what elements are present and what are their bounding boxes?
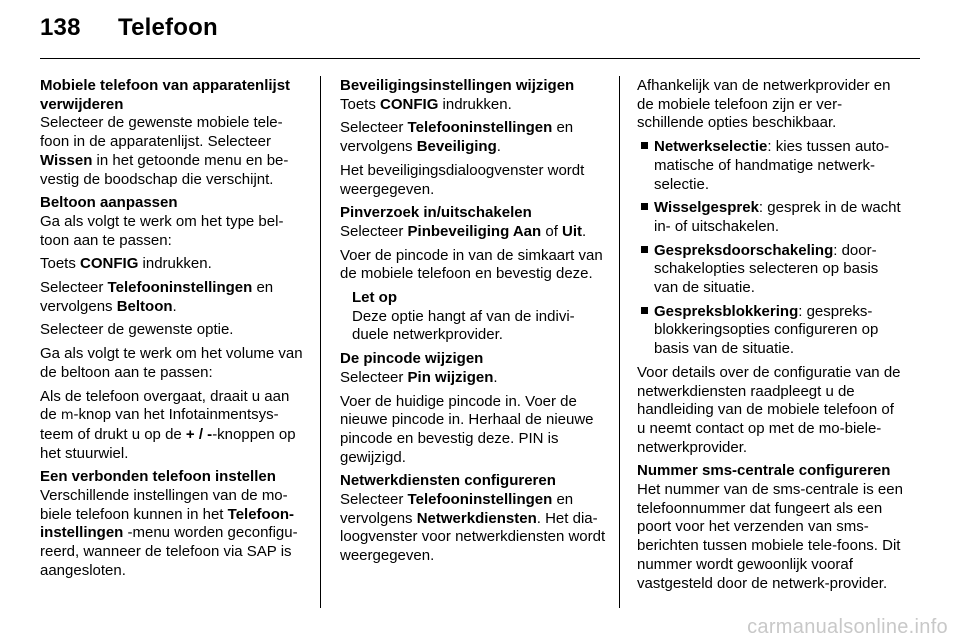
column-1: [40, 77, 308, 586]
list-item: [637, 242, 905, 298]
section-heading: Netwerkdiensten configureren: [340, 472, 556, 490]
paragraph: Ga als volgt te werk om het volume van de beltoon aan te passen:: [40, 345, 303, 381]
paragraph: Afhankelijk van de netwerkprovider en de mobiele telefoon zijn er ver-schillende opties beschikbaar.: [637, 77, 891, 132]
bold-term: Pin wijzigen: [407, 368, 494, 386]
header-rule: [40, 58, 920, 59]
text: -knoppen op het stuurwiel.: [40, 425, 296, 462]
paragraph: [40, 388, 308, 464]
section-heading: Beveiligingsinstellingen wijzigen: [340, 77, 575, 94]
text: Selecteer: [340, 368, 408, 386]
paragraph: Voer de pincode in van de simkaart van de mobiele telefoon en bevestig deze.: [340, 246, 603, 283]
knob-symbol: m: [60, 408, 74, 424]
text: : door-schakelopties selecteren op basis van de situatie.: [654, 241, 879, 297]
paragraph: [40, 114, 308, 189]
text: Selecteer: [340, 491, 408, 509]
text: : gesprek in de wacht in- of uitschakelen.: [654, 199, 901, 235]
section-heading: De pincode wijzigen: [340, 350, 484, 368]
list-item: [637, 303, 905, 359]
text: indrukken.: [138, 255, 212, 273]
bullet-icon: [641, 246, 648, 253]
paragraph: [340, 491, 608, 566]
text: indrukken.: [438, 95, 512, 113]
text: Als de telefoon overgaat, draait u aan de: [40, 387, 290, 424]
section-heading: Nummer sms-centrale configureren: [637, 462, 891, 480]
page-number: 138: [40, 14, 81, 41]
bold-term: Telefooninstellingen: [407, 491, 553, 509]
bold-term: Wissen: [40, 151, 93, 169]
paragraph: [40, 255, 308, 274]
text: Selecteer: [40, 279, 108, 297]
section-heading: Pinverzoek in/uitschakelen: [340, 204, 532, 222]
text: -menu worden geconfigu-reerd, wanneer de telefoon via SAP is aangesloten.: [40, 524, 298, 579]
page-header: [40, 14, 218, 42]
text: .: [496, 138, 501, 156]
paragraph: Selecteer de gewenste optie.: [40, 321, 234, 339]
text: .: [582, 222, 587, 240]
bold-term: Uit: [562, 222, 583, 240]
column-divider-1: [320, 76, 321, 608]
text: Selecteer de gewenste mobiele tele-foon in de apparatenlijst. Selecteer: [40, 114, 283, 151]
paragraph: [40, 279, 308, 316]
bold-term: Telefooninstellingen: [407, 119, 553, 137]
note-title: Let op: [352, 289, 397, 307]
text: en vervolgens: [340, 119, 574, 156]
bold-term: Telefooninstellingen: [107, 279, 253, 297]
paragraph: [340, 96, 608, 115]
paragraph: [340, 119, 608, 156]
text: en vervolgens: [340, 491, 574, 527]
bullet-icon: [641, 307, 648, 314]
paragraph: Ga als volgt te werk om het type bel-toon aan te passen:: [40, 212, 284, 249]
paragraph: [340, 369, 608, 388]
text: .: [493, 368, 498, 386]
text: Selecteer: [340, 222, 408, 240]
list-item: [637, 138, 905, 194]
text: en vervolgens: [40, 279, 274, 315]
text: .: [172, 297, 177, 315]
bold-term: Wisselgesprek: [654, 199, 759, 217]
bold-term: Pinbeveiliging Aan: [407, 222, 542, 240]
watermark: carmanualsonline.info: [747, 616, 948, 638]
bold-term: Netwerkdiensten: [416, 509, 537, 527]
column-3: [637, 77, 905, 598]
note-box: [352, 289, 608, 345]
paragraph: Voor details over de configuratie van de netwerkdiensten raadpleegt u de handleiding van de mobiele telefoon of u neemt contact op met de mo-biele-netwerkprovider.: [637, 363, 901, 456]
text: Selecteer: [340, 119, 408, 137]
paragraph: [340, 223, 608, 242]
bullet-icon: [641, 142, 648, 149]
bold-term: Gespreksblokkering: [654, 302, 799, 320]
paragraph: Het beveiligingsdialoogvenster wordt weergegeven.: [340, 161, 585, 198]
column-divider-2: [619, 76, 620, 608]
paragraph: [40, 487, 308, 581]
section-heading: Mobiele telefoon van apparatenlijst verwijderen: [40, 77, 291, 113]
bold-term: + / -: [185, 425, 213, 443]
text: Verschillende instellingen van de mo-biele telefoon kunnen in het: [40, 487, 288, 523]
section-heading: Een verbonden telefoon instellen: [40, 468, 276, 486]
text: Toets: [40, 255, 81, 273]
text: : gespreks-blokkeringsopties configureren op basis van de situatie.: [654, 302, 879, 358]
text: . Het dia-loogvenster voor netwerkdiensten wordt weergegeven.: [340, 509, 606, 565]
page-title: Telefoon: [118, 14, 218, 41]
bold-term: CONFIG: [380, 95, 439, 113]
bold-term: Telefoon-instellingen: [40, 505, 295, 542]
list-item: [637, 199, 905, 236]
text: of: [541, 222, 563, 240]
bold-term: Gespreksdoorschakeling: [654, 241, 834, 259]
section-heading: Beltoon aanpassen: [40, 194, 178, 212]
note-text: Deze optie hangt af van de indivi-duele netwerkprovider.: [352, 307, 575, 344]
bold-term: Beveiliging: [416, 138, 497, 156]
bold-term: Netwerkselectie: [654, 138, 768, 156]
text: -knop van het Infotainmentsys-teem of drukt u op de: [40, 406, 279, 443]
text: in het getoonde menu en be-vestig de boodschap die verschijnt.: [40, 151, 289, 188]
paragraph: Het nummer van de sms-centrale is een telefoonnummer dat fungeert als een poort voor het verzenden van sms-berichten tussen mobiele tele-foons. Dit nummer wordt gewoonlijk vooraf vastgesteld door de netwerk-provider.: [637, 481, 903, 592]
text: : kies tussen auto-matische of handmatige netwerk-selectie.: [654, 138, 890, 193]
column-2: [340, 77, 608, 571]
bullet-icon: [641, 203, 648, 210]
bold-term: CONFIG: [80, 255, 139, 273]
text: Toets: [340, 95, 381, 113]
paragraph: Voer de huidige pincode in. Voer de nieuwe pincode in. Herhaal de nieuwe pincode en bevestig deze. PIN is gewijzigd.: [340, 392, 594, 466]
bold-term: Beltoon: [116, 297, 173, 315]
